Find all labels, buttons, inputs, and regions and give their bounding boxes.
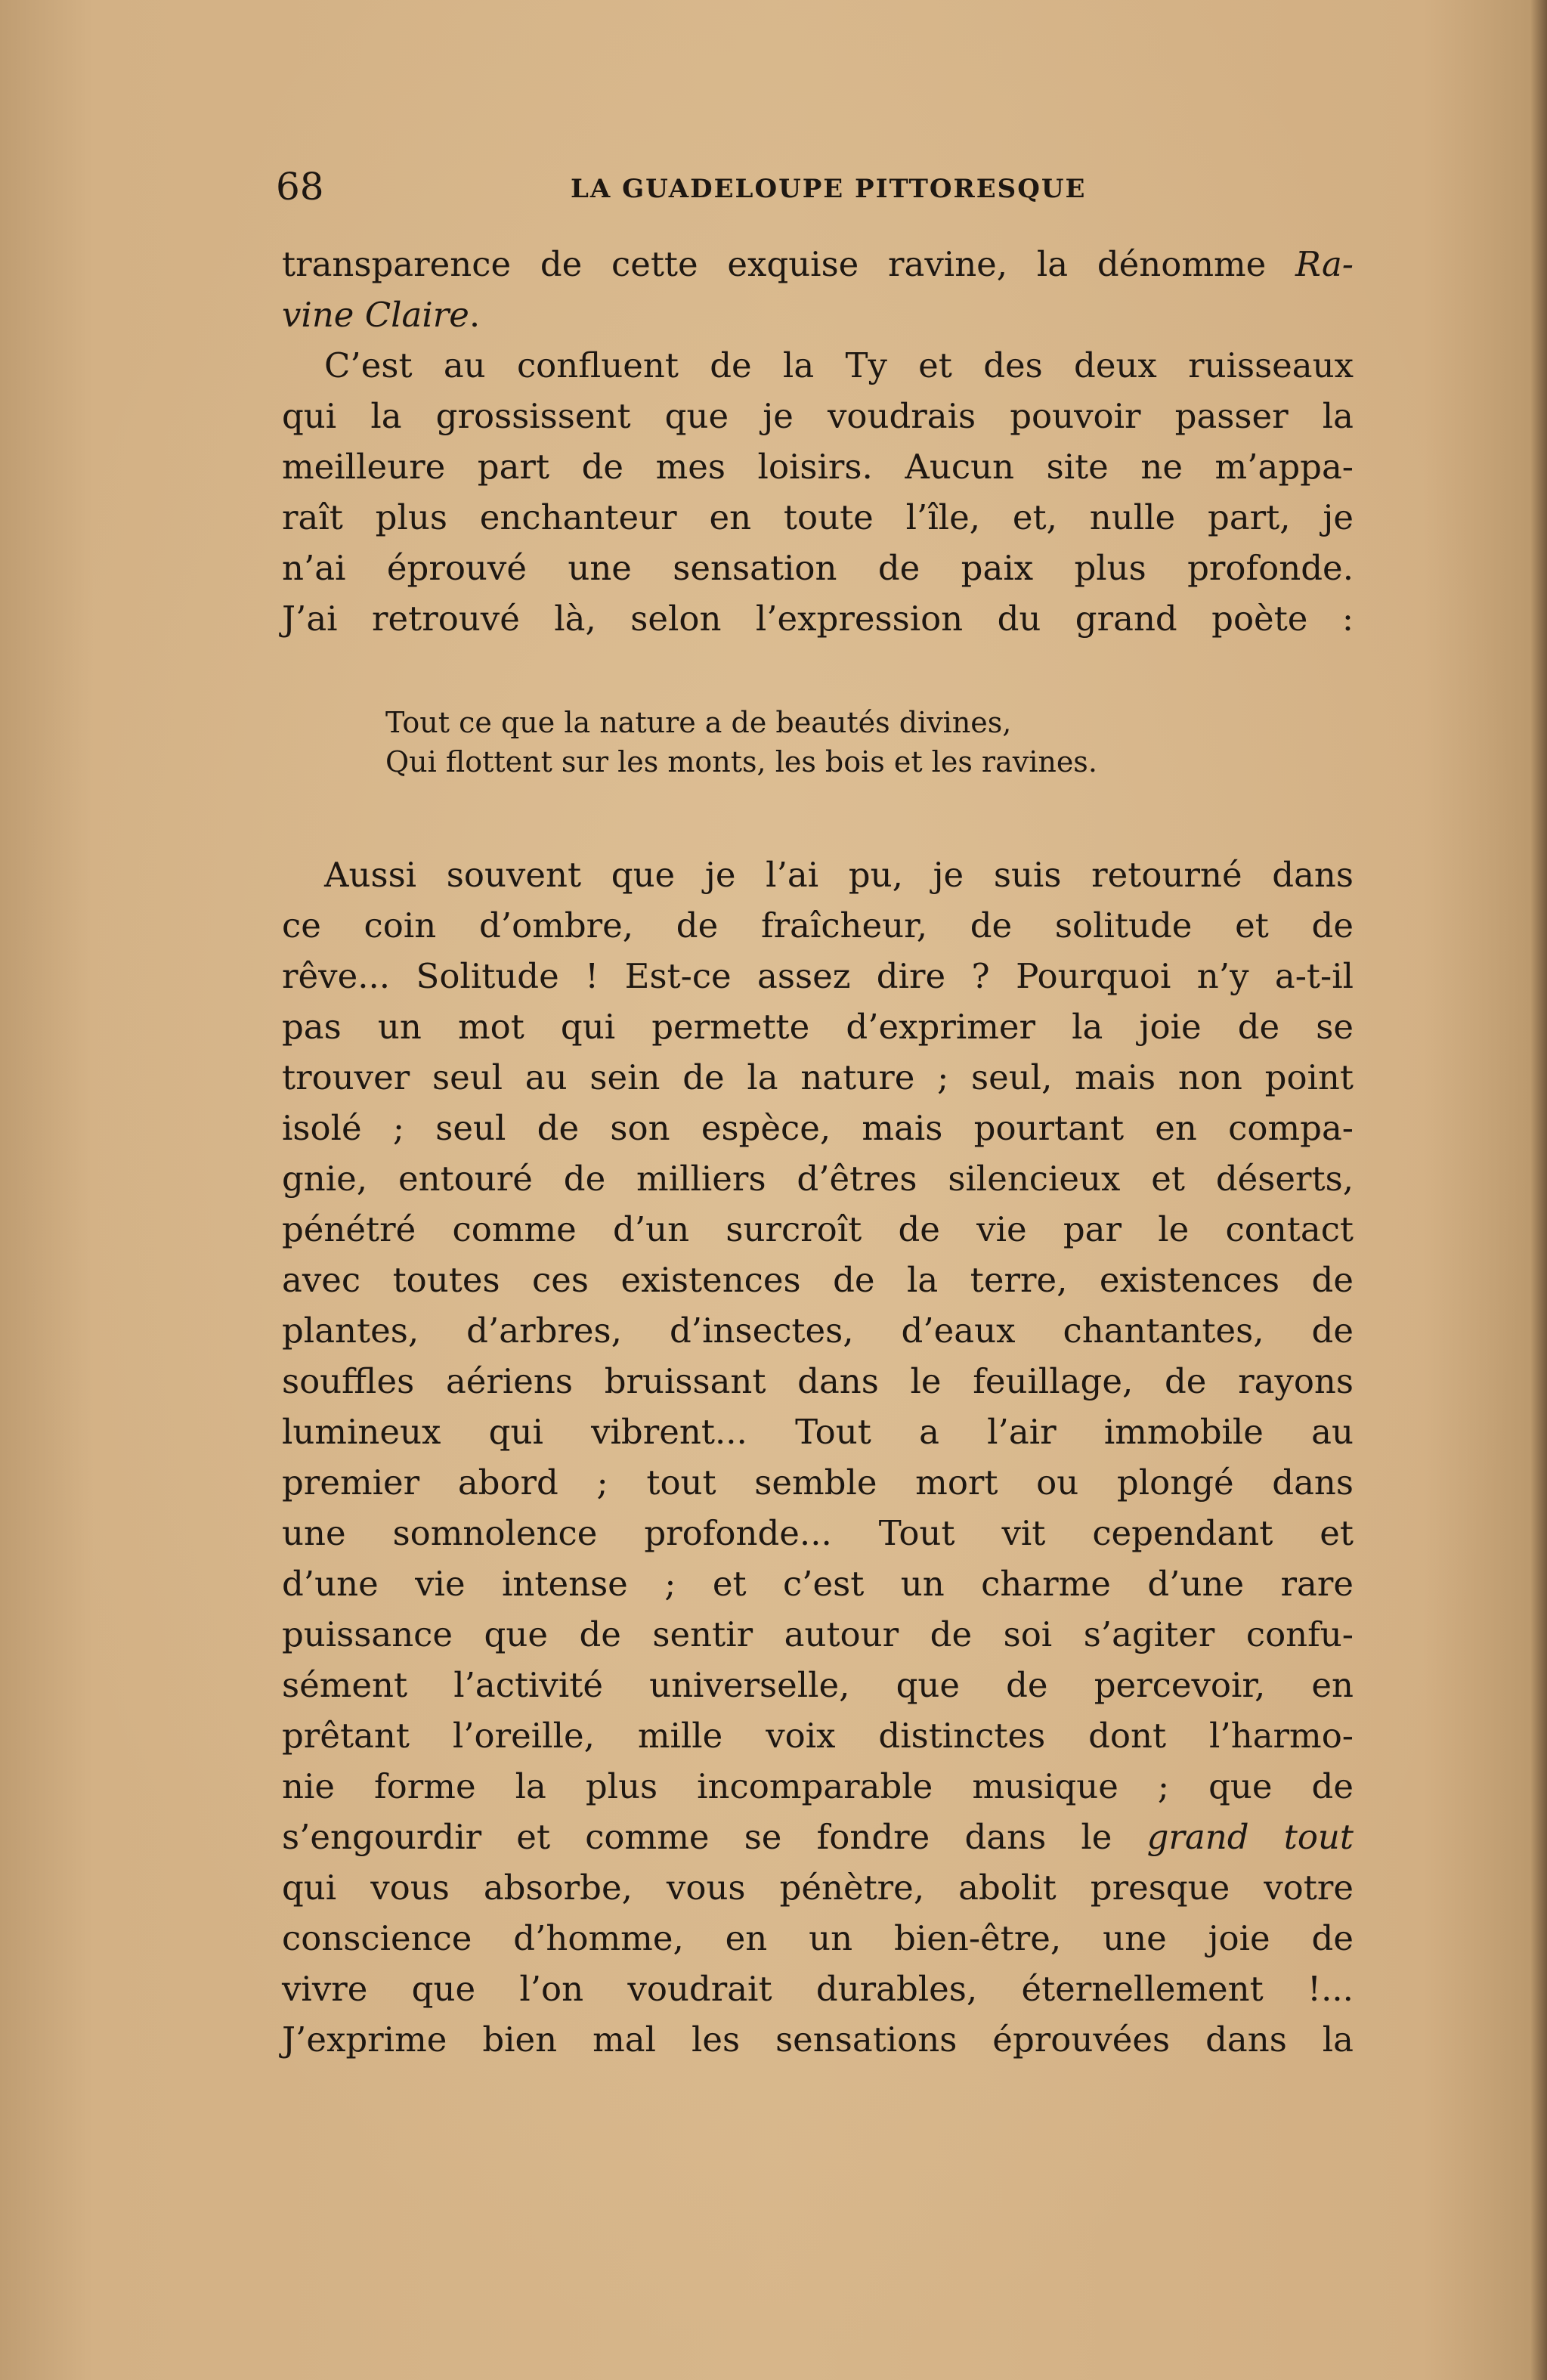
text-line	[282, 239, 1354, 289]
italic-fragment: grand tout	[1146, 1817, 1354, 1857]
text-line: J’ai retrouvé là, selon l’expression du grand poète :	[282, 599, 1354, 639]
italic-fragment: vine Claire	[282, 295, 469, 335]
verse-line: Tout ce que la nature a de beautés divines,	[385, 706, 1012, 739]
text-line: prêtant l’oreille, mille voix distinctes dont l’harmo-	[282, 1716, 1354, 1756]
text-line: meilleure part de mes loisirs. Aucun site ne m’appa-	[282, 447, 1354, 487]
text-line: trouver seul au sein de la nature ; seul, mais non point	[282, 1057, 1354, 1097]
text-block-top	[282, 239, 1354, 644]
text-line: qui vous absorbe, vous pénètre, abolit presque votre	[282, 1868, 1354, 1908]
text-line: pénétré comme d’un surcroît de vie par le contact	[282, 1209, 1354, 1249]
text-line: J’exprime bien mal les sensations éprouvées dans la	[282, 2019, 1354, 2060]
text-line: vivre que l’on voudrait durables, éternellement !...	[282, 1969, 1354, 2009]
page-header	[276, 160, 1349, 213]
text-line: plantes, d’arbres, d’insectes, d’eaux chantantes, de	[282, 1311, 1354, 1351]
italic-fragment: Ra-	[1295, 244, 1354, 284]
text-line: lumineux qui vibrent... Tout a l’air immobile au	[282, 1412, 1354, 1452]
page-number: 68	[276, 165, 324, 209]
verse-quote	[385, 703, 1292, 781]
text-line: rêve... Solitude ! Est-ce assez dire ? Pourquoi n’y a-t-il	[282, 956, 1354, 996]
text-line: C’est au confluent de la Ty et des deux ruisseaux	[324, 345, 1354, 385]
text-line: raît plus enchanteur en toute l’île, et, nulle part, je	[282, 497, 1354, 537]
text-line: puissance que de sentir autour de soi s’agiter confu-	[282, 1614, 1354, 1654]
text-line: sément l’activité universelle, que de percevoir, en	[282, 1665, 1354, 1705]
text-line: d’une vie intense ; et c’est un charme d’une rare	[282, 1564, 1354, 1604]
text-line: n’ai éprouvé une sensation de paix plus profonde.	[282, 548, 1354, 588]
text-line: nie forme la plus incomparable musique ; que de	[282, 1766, 1354, 1806]
text-line: souffles aériens bruissant dans le feuillage, de rayons	[282, 1361, 1354, 1401]
text-fragment: .	[469, 295, 481, 335]
running-title: LA GUADELOUPE PITTORESQUE	[571, 174, 1087, 204]
text-line: gnie, entouré de milliers d’êtres silencieux et déserts,	[282, 1159, 1354, 1199]
text-line	[282, 1812, 1354, 1862]
text-block-bottom	[282, 850, 1354, 2065]
verse-line: Qui flottent sur les monts, les bois et les ravines.	[385, 745, 1097, 778]
text-line: isolé ; seul de son espèce, mais pourtant en compa-	[282, 1108, 1354, 1148]
text-line: avec toutes ces existences de la terre, existences de	[282, 1260, 1354, 1300]
text-line: ce coin d’ombre, de fraîcheur, de solitude et de	[282, 905, 1354, 946]
text-line: Aussi souvent que je l’ai pu, je suis retourné dans	[324, 855, 1354, 895]
text-fragment: transparence de cette exquise ravine, la dénomme	[282, 244, 1296, 284]
text-line: pas un mot qui permette d’exprimer la joie de se	[282, 1007, 1354, 1047]
text-line: une somnolence profonde... Tout vit cependant et	[282, 1513, 1354, 1553]
text-line: qui la grossissent que je voudrais pouvoir passer la	[282, 396, 1354, 436]
text-fragment: s’engourdir et comme se fondre dans le	[282, 1817, 1147, 1857]
text-line: conscience d’homme, en un bien-être, une joie de	[282, 1918, 1354, 1958]
text-line	[282, 289, 1354, 340]
text-line: premier abord ; tout semble mort ou plongé dans	[282, 1462, 1354, 1503]
